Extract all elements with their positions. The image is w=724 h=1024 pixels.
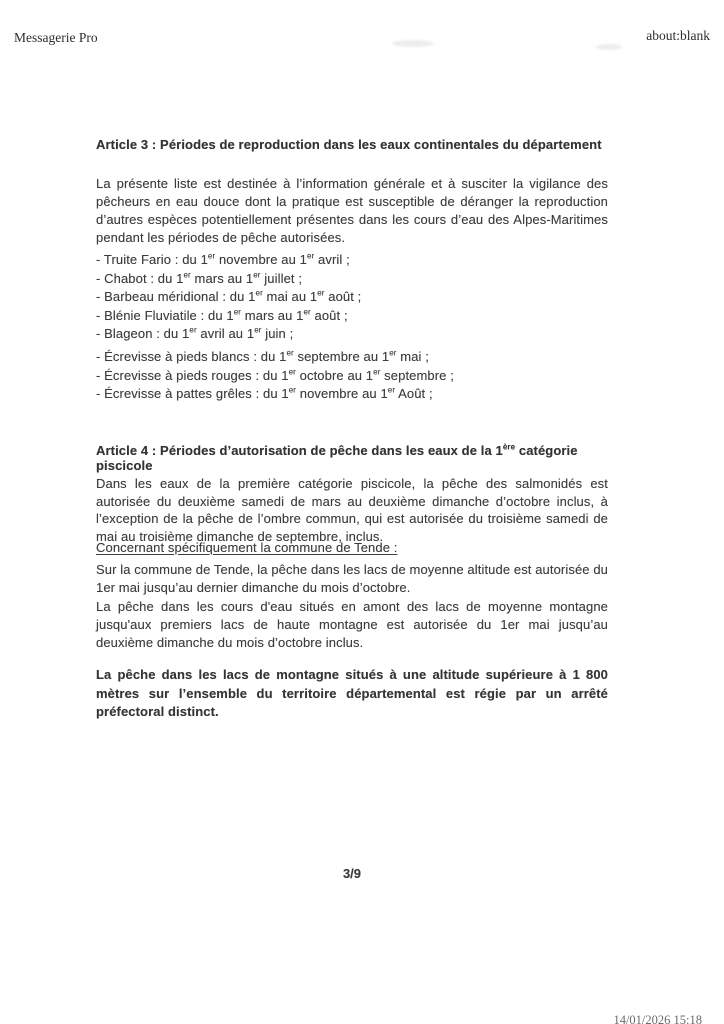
fish-period-item: - Blénie Fluviatile : du 1er mars au 1er août ; [96, 307, 348, 323]
scan-smudge [596, 44, 622, 50]
fish-period-item: - Chabot : du 1er mars au 1er juillet ; [96, 270, 303, 286]
print-timestamp: 14/01/2026 15:18 [613, 1013, 702, 1024]
fish-period-list [96, 251, 608, 344]
crayfish-period-item: - Écrevisse à pattes grêles : du 1er novembre au 1er Août ; [96, 385, 433, 402]
print-header-url: about:blank [646, 28, 710, 43]
crayfish-period-item: - Écrevisse à pieds rouges : du 1er octobre au 1er septembre ; [96, 367, 454, 383]
article3-heading: Article 3 : Périodes de reproduction dans les eaux continentales du département [96, 137, 602, 152]
tende-paragraph-1: Sur la commune de Tende, la pêche dans les lacs de moyenne altitude est autorisée du 1er mai jusqu’au dernier dimanche du mois d’octobre. [96, 562, 608, 595]
article3-intro-paragraph: La présente liste est destinée à l’information générale et à susciter la vigilance des pêcheurs en eau douce dont la pratique est susceptible de déranger la reproduction d’autres espèces potentiellement présentes dans les cours d’eau des Alpes-Maritimes pendant les périodes de pêche autorisées. [96, 176, 608, 245]
tende-section-heading: Concernant spécifiquement la commune de Tende : [96, 540, 398, 555]
page-number: 3/9 [342, 866, 362, 881]
article4-body-paragraph: Dans les eaux de la première catégorie piscicole, la pêche des salmonidés est autorisée du deuxième samedi de mars au deuxième dimanche d’octobre inclus, à l’exception de la pêche de l’ombre commun, qui est autorisée du troisième samedi de mai au troisième dimanche de septembre, inclus. [96, 476, 608, 544]
tende-paragraph-2: La pêche dans les cours d'eau situés en amont des lacs de moyenne montagne jusqu'aux premiers lacs de haute montagne est autorisée du 1er mai jusqu’au deuxième dimanche du mois d’octobre inclus. [96, 599, 608, 650]
fish-period-item: - Blageon : du 1er avril au 1er juin ; [96, 326, 294, 342]
scan-smudge [392, 40, 434, 47]
altitude-note-paragraph: La pêche dans les lacs de montagne situés à une altitude supérieure à 1 800 mètres sur l’ensemble du territoire départemental est régie par un arrêté préfectoral distinct. [96, 667, 608, 719]
crayfish-period-item: - Écrevisse à pieds blancs : du 1er septembre au 1er mai ; [96, 348, 429, 364]
article4-heading: Article 4 : Périodes d’autorisation de pêche dans les eaux de la 1ère catégorie piscicole [96, 442, 578, 473]
print-header-title: Messagerie Pro [14, 30, 98, 45]
crayfish-period-list [96, 348, 608, 404]
fish-period-item: - Truite Fario : du 1er novembre au 1er avril ; [96, 251, 350, 267]
fish-period-item: - Barbeau méridional : du 1er mai au 1er août ; [96, 288, 362, 305]
